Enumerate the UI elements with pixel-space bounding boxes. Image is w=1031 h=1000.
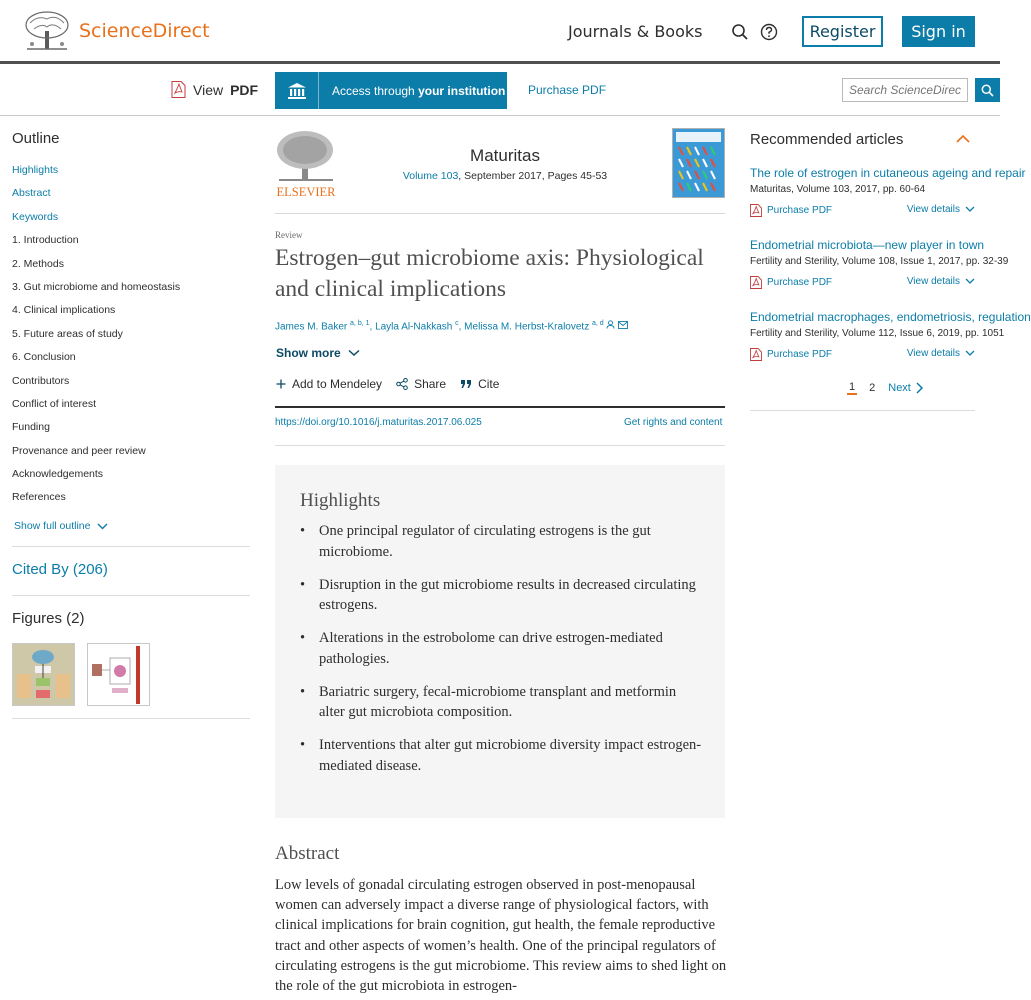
divider — [275, 213, 725, 214]
view-details-button[interactable] — [907, 204, 975, 215]
author-list: James M. Baker $^{a, b, 1}$, Layla Al-Nakkash $^c$, Melissa M. Herbst-Kralovetz $^{a, d}$ — [275, 320, 628, 332]
purchase-pdf-link[interactable] — [750, 276, 832, 289]
recommended-article-title[interactable]: Endometrial microbiota—new player in town — [750, 238, 985, 252]
help-icon[interactable] — [760, 23, 778, 41]
chevron-down-icon — [965, 278, 975, 285]
journal-volume — [380, 170, 630, 182]
outline-item[interactable]: Acknowledgements — [12, 468, 104, 481]
next-label: Next — [888, 382, 911, 394]
author-link[interactable]: Melissa M. Herbst-Kralovetz — [464, 321, 590, 333]
outline-item[interactable]: 6. Conclusion — [12, 351, 76, 364]
abstract-title: Abstract — [275, 843, 340, 864]
person-icon[interactable] — [606, 320, 615, 329]
chevron-right-icon — [916, 382, 923, 394]
cite-label: Cite — [478, 377, 500, 391]
abstract-text: Low levels of gonadal circulating estrogen observed in post-menopausal women can adversely impact a diverse range of physiological factors, with clinical implications for brain cognition, gut health, the female reproductive tract and other aspects of women’s health. One of the principal regulators of circulating estrogens is the gut microbiome. This review aims to shed light on the role of the gut microbiota in estrogen- — [275, 877, 727, 995]
view-details-button[interactable] — [907, 276, 975, 287]
divider — [750, 410, 975, 411]
figure-thumbnail-2[interactable] — [87, 643, 150, 706]
get-rights-link[interactable]: Get rights and content — [624, 417, 723, 428]
outline-item[interactable]: Conflict of interest — [12, 397, 97, 410]
recommended-article-meta: Fertility and Sterility, Volume 108, Issue 1, 2017, pp. 32-39 — [750, 256, 1009, 267]
share-button[interactable] — [396, 377, 446, 391]
doi-link[interactable]: https://doi.org/10.1016/j.maturitas.2017.06.025 — [275, 417, 482, 428]
recommended-article-meta: Maturitas, Volume 103, 2017, pp. 60-64 — [750, 184, 926, 195]
site-header — [0, 0, 1000, 64]
highlight-item: • Bariatric surgery, fecal-microbiome transplant and metformin alter gut microbiota composition. — [319, 682, 704, 723]
article-type: Review — [275, 230, 303, 240]
outline-list — [12, 163, 180, 514]
chevron-down-icon — [348, 349, 360, 357]
outline-item[interactable]: Contributors — [12, 374, 70, 387]
volume-details: , September 2017, Pages 45-53 — [458, 170, 608, 182]
access-institution-button[interactable] — [275, 72, 507, 109]
show-more-button[interactable] — [276, 346, 360, 360]
email-icon[interactable] — [618, 321, 628, 329]
elsevier-tree-logo[interactable] — [24, 11, 70, 51]
share-icon — [396, 378, 408, 390]
outline-item[interactable]: 1. Introduction — [12, 234, 79, 247]
add-to-mendeley-label: Add to Mendeley — [292, 377, 383, 391]
purchase-pdf-label: Purchase PDF — [767, 277, 833, 288]
share-label: Share — [414, 377, 447, 391]
access-bold: your institution — [418, 83, 506, 98]
recommended-article-title[interactable]: Endometrial macrophages, endometriosis, regulation — [750, 310, 1031, 324]
view-label: View — [193, 81, 224, 98]
search-icon — [981, 84, 994, 97]
recommended-article — [750, 310, 1031, 362]
highlight-item: • Alterations in the estrobolome can drive estrogen-mediated pathologies. — [319, 628, 704, 669]
view-details-button[interactable] — [907, 348, 975, 359]
sign-in-button[interactable]: Sign in — [902, 16, 975, 47]
author-affiliation: a, d — [591, 320, 604, 327]
outline-item[interactable]: Keywords — [12, 210, 59, 223]
divider — [275, 406, 725, 408]
outline-item[interactable]: Abstract — [12, 187, 51, 200]
figures-title: Figures (2) — [12, 610, 85, 627]
plus-icon — [276, 379, 286, 389]
sciencedirect-brand[interactable]: ScienceDirect — [79, 20, 210, 42]
outline-item[interactable]: 2. Methods — [12, 257, 64, 270]
next-page-button[interactable] — [888, 382, 923, 394]
access-prefix: Access through — [332, 83, 415, 98]
pdf-icon — [171, 81, 186, 98]
journal-cover-image[interactable] — [672, 128, 725, 198]
institution-icon — [275, 72, 319, 109]
show-more-label: Show more — [276, 346, 341, 360]
pdf-icon — [750, 348, 762, 361]
author-affiliation: c — [455, 320, 459, 327]
journals-books-link[interactable]: Journals & Books — [568, 22, 703, 41]
view-details-label: View details — [906, 204, 960, 215]
cite-button[interactable] — [460, 377, 499, 391]
cited-by-link[interactable]: Cited By (206) — [12, 561, 108, 578]
highlights-list — [319, 521, 704, 789]
page-2-button[interactable]: 2 — [869, 382, 876, 394]
journal-title-link[interactable]: Maturitas — [470, 146, 540, 165]
chevron-down-icon — [97, 523, 108, 530]
recommended-article — [750, 166, 1026, 218]
search-input[interactable] — [842, 78, 968, 102]
recommended-article-meta: Fertility and Sterility, Volume 112, Issue 6, 2019, pp. 1051 — [750, 328, 1005, 339]
search-submit-button[interactable] — [975, 78, 1000, 102]
view-pdf-button[interactable] — [171, 81, 258, 98]
volume-link[interactable]: Volume 103 — [402, 170, 459, 182]
divider — [12, 595, 250, 596]
outline-item[interactable]: Provenance and peer review — [12, 444, 146, 457]
chevron-up-icon[interactable] — [956, 134, 970, 144]
highlight-item: • One principal regulator of circulating estrogens is the gut microbiome. — [319, 521, 704, 562]
outline-item[interactable]: 5. Future areas of study — [12, 327, 123, 340]
divider — [12, 546, 250, 547]
purchase-pdf-link[interactable]: Purchase PDF — [528, 83, 607, 97]
view-details-label: View details — [906, 276, 960, 287]
recommended-pager — [847, 381, 923, 395]
chevron-down-icon — [965, 206, 975, 213]
highlight-item: • Interventions that alter gut microbiome diversity impact estrogen-mediated disease. — [319, 735, 704, 776]
add-to-mendeley-button[interactable] — [276, 377, 382, 391]
article-toolbar — [0, 67, 1000, 116]
author-affiliation: a, b, 1 — [350, 320, 370, 327]
outline-title: Outline — [12, 130, 60, 147]
quote-icon — [460, 379, 472, 389]
author-link[interactable]: Layla Al-Nakkash — [375, 321, 453, 333]
author-link[interactable]: James M. Baker — [275, 321, 348, 333]
recommended-article-title[interactable]: The role of estrogen in cutaneous ageing and repair — [750, 166, 1026, 180]
pdf-icon — [750, 276, 762, 289]
outline-item[interactable]: Funding — [12, 421, 50, 434]
divider — [275, 445, 725, 446]
divider — [12, 718, 250, 719]
highlights-section — [275, 465, 725, 818]
purchase-pdf-link[interactable] — [750, 348, 832, 361]
chevron-down-icon — [965, 350, 975, 357]
elsevier-wordmark: ELSEVIER — [276, 185, 336, 199]
outline-item[interactable]: 3. Gut microbiome and homeostasis — [12, 280, 181, 293]
recommended-article — [750, 238, 1009, 290]
show-full-outline-button[interactable] — [14, 520, 108, 532]
view-details-label: View details — [906, 348, 960, 359]
search-icon[interactable] — [731, 23, 749, 41]
page-1-button[interactable]: 1 — [849, 381, 856, 393]
show-full-outline-label: Show full outline — [14, 520, 91, 532]
outline-item[interactable]: References — [12, 491, 66, 504]
article-title: Estrogen–gut microbiome axis: Physiological and clinical implications — [275, 245, 704, 302]
figure-thumbnail-1[interactable] — [12, 643, 75, 706]
article-actions — [276, 377, 499, 391]
purchase-pdf-label: Purchase PDF — [767, 349, 833, 360]
outline-item[interactable]: 4. Clinical implications — [12, 304, 116, 317]
purchase-pdf-label: Purchase PDF — [767, 205, 833, 216]
register-button[interactable]: Register — [802, 16, 883, 47]
purchase-pdf-link[interactable] — [750, 204, 832, 217]
pdf-icon — [750, 204, 762, 217]
elsevier-logo[interactable] — [275, 128, 337, 200]
highlights-title: Highlights — [300, 490, 381, 511]
pdf-label: PDF — [230, 81, 259, 98]
outline-item[interactable]: Highlights — [12, 164, 59, 176]
highlight-item: • Disruption in the gut microbiome results in decreased circulating estrogens. — [319, 575, 704, 616]
recommended-title: Recommended articles — [750, 131, 904, 148]
